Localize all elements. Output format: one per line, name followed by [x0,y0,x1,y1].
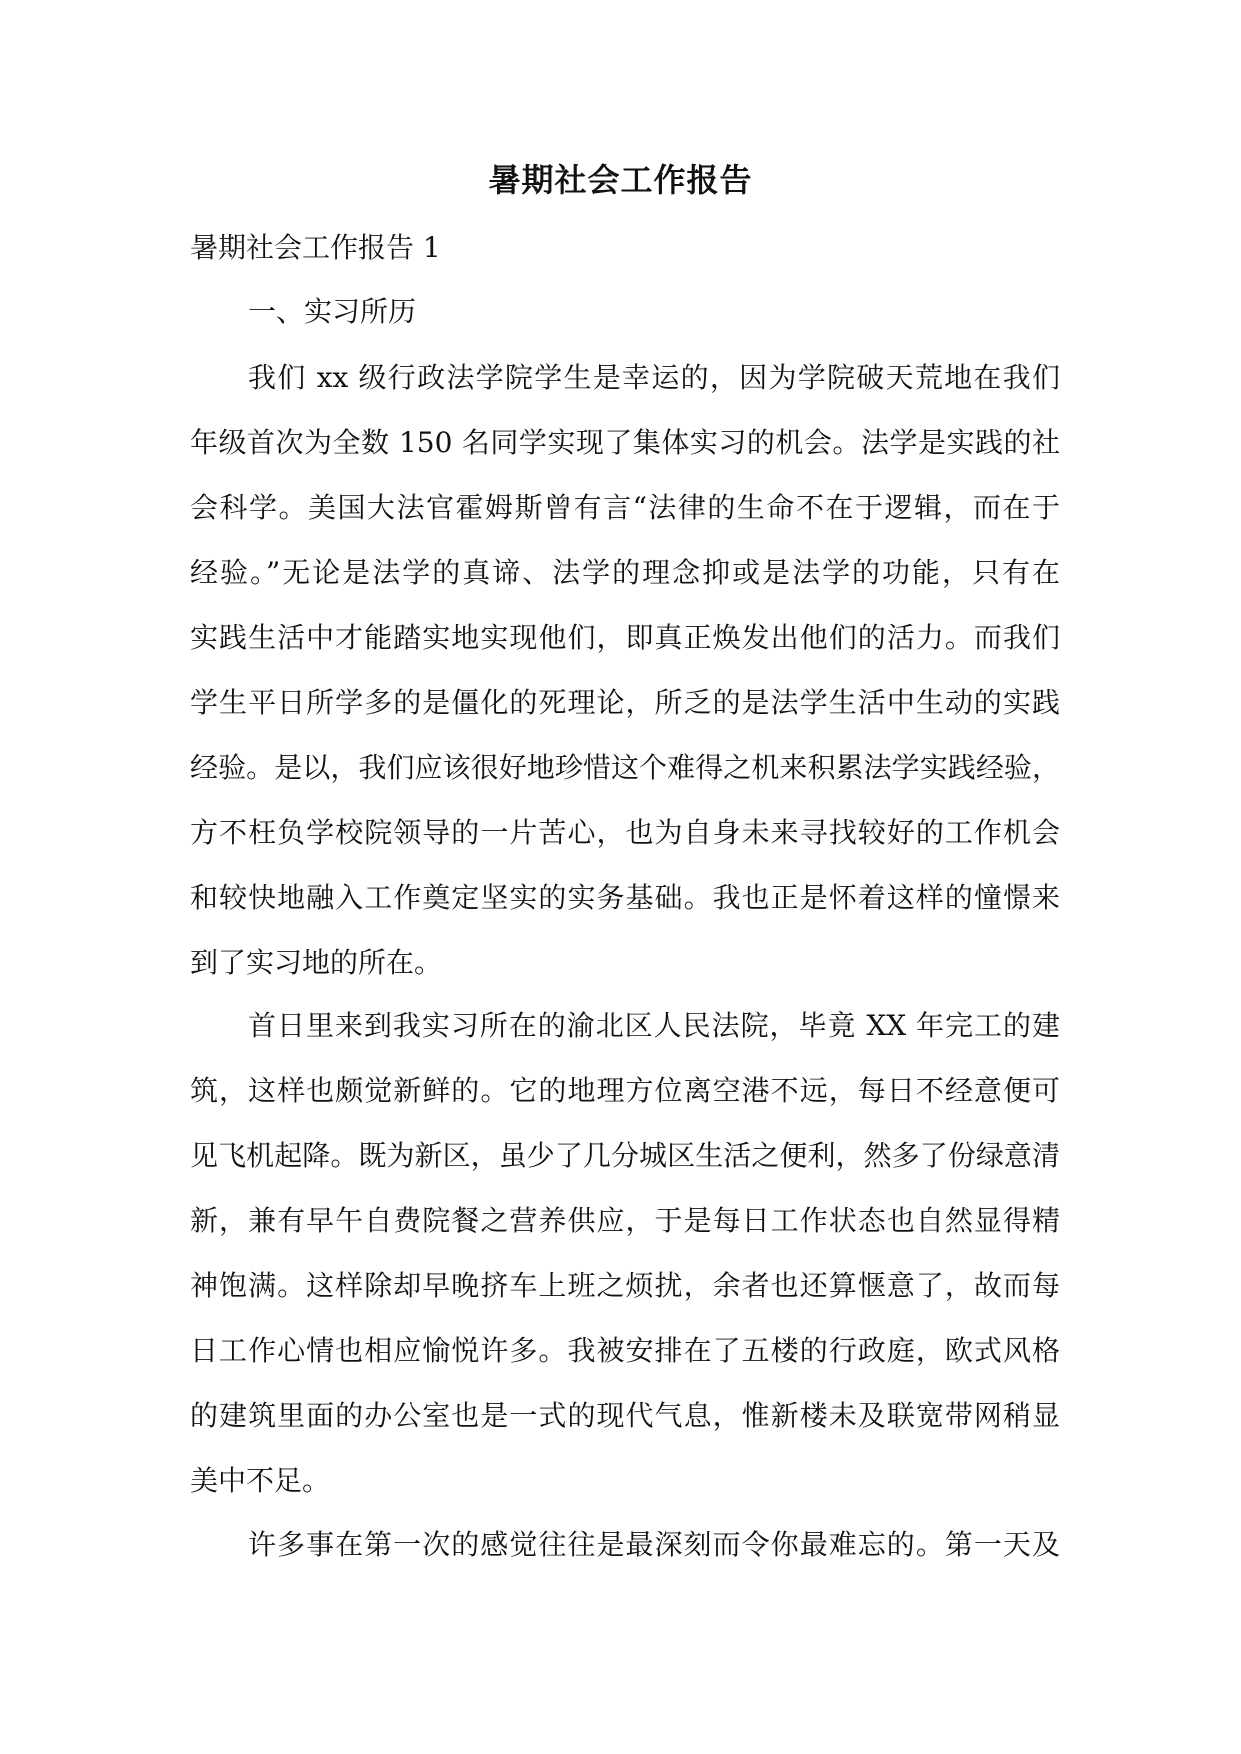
paragraph-line: 筑，这样也颇觉新鲜的。它的地理方位离空港不远，每日不经意便可 [190,1074,1060,1107]
document-title: 暑期社会工作报告 [488,161,753,199]
paragraph-line: 许多事在第一次的感觉往往是最深刻而令你最难忘的。第一天及 [248,1528,1060,1561]
paragraph-2 [190,993,1060,1513]
paragraph-line: 方不枉负学校院领导的一片苦心，也为自身未来寻找较好的工作机会 [190,816,1060,849]
paragraph-line: 新，兼有早午自费院餐之营养供应，于是每日工作状态也自然显得精 [190,1204,1060,1237]
paragraph-line: 经验。”无论是法学的真谛、法学的理念抑或是法学的功能，只有在 [190,556,1060,589]
paragraph-line: 神饱满。这样除却早晚挤车上班之烦扰，余者也还算惬意了，故而每 [190,1269,1060,1302]
paragraph-line: 首日里来到我实习所在的渝北区人民法院，毕竟 XX 年完工的建 [248,1009,1060,1042]
paragraph-line: 和较快地融入工作奠定坚实的实务基础。我也正是怀着这样的憧憬来 [190,881,1060,914]
paragraph-line: 美中不足。 [190,1464,331,1497]
report-subtitle: 暑期社会工作报告 1 [190,231,441,264]
paragraph-line: 我们 xx 级行政法学院学生是幸运的，因为学院破天荒地在我们 [248,361,1060,394]
paragraph-line: 到了实习地的所在。 [190,946,443,979]
paragraph-3 [190,1512,1060,1577]
paragraph-line: 学生平日所学多的是僵化的死理论，所乏的是法学生活中生动的实践 [190,686,1060,719]
paragraph-line: 实践生活中才能踏实地实现他们，即真正焕发出他们的活力。而我们 [190,621,1060,654]
paragraph-line: 会科学。美国大法官霍姆斯曾有言“法律的生命不在于逻辑，而在于 [190,491,1060,524]
paragraph-line: 的建筑里面的办公室也是一式的现代气息，惟新楼未及联宽带网稍显 [190,1399,1060,1432]
section-heading: 一、实习所历 [248,295,417,328]
paragraph-line: 日工作心情也相应愉悦许多。我被安排在了五楼的行政庭，欧式风格 [190,1334,1060,1367]
paragraph-line: 经验。是以，我们应该很好地珍惜这个难得之机来积累法学实践经验， [190,751,1060,784]
paragraph-line: 见飞机起降。既为新区，虽少了几分城区生活之便利，然多了份绿意清 [190,1139,1060,1172]
paragraph-line: 年级首次为全数 150 名同学实现了集体实习的机会。法学是实践的社 [190,426,1060,459]
paragraph-1 [190,345,1060,995]
